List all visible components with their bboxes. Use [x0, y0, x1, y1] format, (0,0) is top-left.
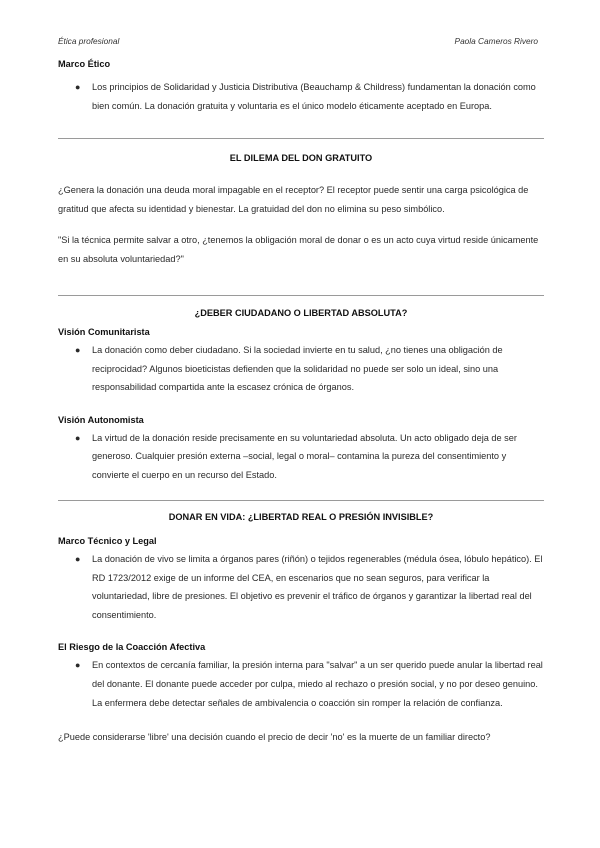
bullet-icon: ●	[75, 554, 81, 564]
vision-autonomista-bullet	[58, 429, 544, 485]
bullet-icon: ●	[75, 432, 81, 443]
marco-tecnico-title: Marco Técnico y Legal	[58, 536, 157, 546]
header-author: Paola Cameros Rivero	[454, 36, 538, 46]
donar-en-vida-section	[58, 510, 544, 747]
bullet-icon: ●	[75, 660, 81, 671]
deber-title: ¿DEBER CIUDADANO O LIBERTAD ABSOLUTA?	[194, 308, 408, 318]
vision-comunitarista-title: Visión Comunitarista	[58, 327, 150, 337]
riesgo-coaccion-text: En contextos de cercanía familiar, la presión interna para "salvar" a un ser querido puede anular la libertad real del donante. El donante puede acceder por culpa, miedo al rechazo o presión social, y no por deseo genuino. La enfermera debe detectar señales de ambivalencia o coacción sin romper la relación de confianza.	[92, 660, 543, 708]
marco-etico-section	[58, 57, 544, 115]
marco-etico-title: Marco Ético	[58, 59, 111, 69]
marco-etico-bullet	[58, 78, 544, 115]
closing-question: ¿Puede considerarse 'libre' una decisión cuando el precio de decir 'no' es la muerte de un familiar directo?	[58, 732, 491, 743]
vision-comunitarista-text: La donación como deber ciudadano. Si la sociedad invierte en tu salud, ¿no tienes una obligación de reciprocidad? Algunos bioeticistas defienden que la solidaridad no puede ser solo un ideal, sino una responsabilidad compartida ante la escasez crónica de órganos.	[92, 345, 503, 393]
vision-comunitarista-bullet	[58, 341, 544, 397]
bullet-icon: ●	[75, 345, 81, 355]
dilema-quote: "Si la técnica permite salvar a otro, ¿tenemos la obligación moral de donar o es un acto cuya virtud reside únicamente en su absoluta voluntariedad?"	[58, 235, 539, 264]
riesgo-coaccion-title: El Riesgo de la Coacción Afectiva	[58, 642, 206, 653]
marco-tecnico-text: La donación de vivo se limita a órganos pares (riñón) o tejidos regenerables (médula ósea, lóbulo hepático). El RD 1723/2012 exige de un informe del CEA, en escenarios que no sean seguros, para verificar la voluntariedad, libre de presiones. El objetivo es prevenir el tráfico de órganos y garantizar la libertad real del consentimiento.	[92, 554, 543, 620]
marco-etico-text: Los principios de Solidaridad y Justicia Distributiva (Beauchamp & Childress) fundamentan la donación como bien común. La donación gratuita y voluntaria es el único modelo éticamente aceptado en Europa.	[92, 82, 536, 111]
dilema-section	[58, 151, 544, 268]
divider	[58, 295, 544, 296]
divider	[58, 138, 544, 139]
header-course: Ética profesional	[58, 36, 120, 46]
vision-autonomista-text: La virtud de la donación reside precisamente en su voluntariedad absoluta. Un acto obligado deja de ser generoso. Cualquier presión externa –social, legal o moral– contamina la pureza del consentimiento y convierte el cuerpo en un recurso del Estado.	[92, 432, 517, 480]
riesgo-coaccion-bullet	[58, 656, 544, 712]
dilema-title: EL DILEMA DEL DON GRATUITO	[229, 153, 373, 163]
deber-section	[58, 306, 544, 485]
divider	[58, 500, 544, 501]
marco-tecnico-bullet	[58, 550, 544, 624]
vision-autonomista-title: Visión Autonomista	[58, 414, 144, 425]
dilema-paragraph-1: ¿Genera la donación una deuda moral impagable en el receptor? El receptor puede sentir una carga psicológica de gratitud que afecta su identidad y bienestar. La gratuidad del don no elimina su peso simbólico.	[58, 185, 529, 214]
donar-en-vida-title: DONAR EN VIDA: ¿LIBERTAD REAL O PRESIÓN INVISIBLE?	[168, 512, 434, 522]
bullet-icon: ●	[75, 82, 81, 92]
